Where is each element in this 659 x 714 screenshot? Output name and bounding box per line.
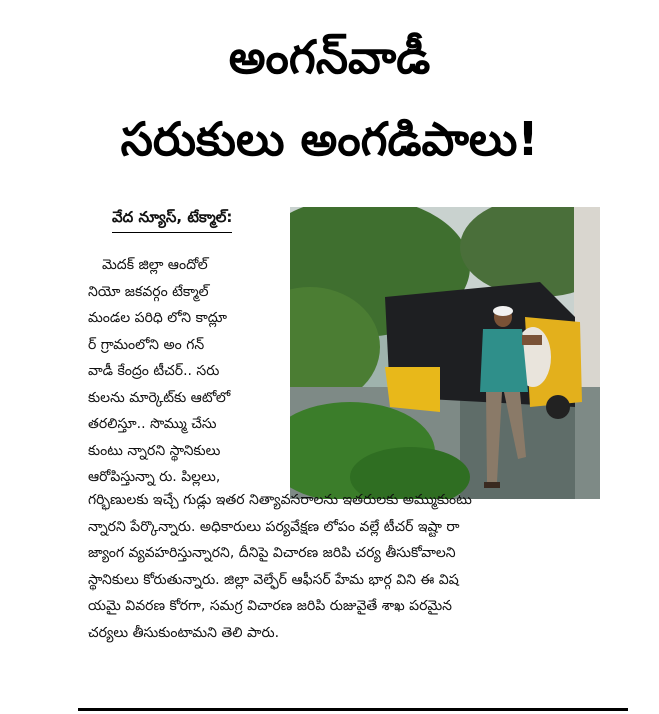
headline-line-2: సరుకులు అంగడిపాలు!: [120, 112, 539, 166]
news-photo: [290, 207, 600, 499]
article-body-wide: [88, 487, 628, 646]
body-line: యమై వివరణ కోరగా, సమగ్ర విచారణ జరిపి రుజువైతే శాఖ పరమైన: [88, 598, 453, 614]
body-line: కులను మార్కెట్‌కు ఆటోలో: [88, 389, 231, 406]
body-line: జ్యాంగ వ్యవహరిస్తున్నారని, దీనిపై విచారణ జరిపి చర్య తీసుకోవాలని: [88, 545, 456, 561]
body-line: గర్భిణులకు ఇచ్చే గుడ్లు ఇతర నిత్యావసరాలను ఇతరులకు అమ్ముకుంటు: [88, 492, 472, 508]
body-line: మెదక్ జిల్లా ఆందోల్: [102, 257, 208, 273]
photo-illustration: [290, 207, 600, 499]
body-line: కుంటు న్నారని స్థానికులు: [88, 442, 221, 459]
body-line: ఆరోపిస్తున్నా రు. పిల్లలు,: [88, 469, 221, 485]
body-line: ర్ గ్రామంలోని అం గన్: [88, 336, 205, 353]
body-line: స్థానికులు కోరుతున్నారు. జిల్లా వెల్ఫేర్ ఆఫీసర్ హేమ భార్గ విని ఈ విష: [88, 571, 459, 588]
article-body-narrow: [88, 252, 280, 491]
body-line: నియో జకవర్గం టేక్మాల్: [88, 283, 209, 300]
body-line: మండల పరిధి లోని కాద్లూ: [88, 310, 227, 326]
body-line: న్నారని పేర్కొన్నారు. అధికారులు పర్యవేక్షణ లోపం వల్లే టీచర్ ఇష్టా రా: [88, 518, 460, 535]
body-line: తరలిస్తూ.. సొమ్ము చేసు: [88, 416, 217, 432]
body-line: వాడీ కేంద్రం టీచర్.. సరు: [88, 363, 220, 379]
dateline: వేద న్యూస్, టేక్మాల్:: [112, 208, 232, 233]
headline-line-1: అంగన్‌వాడీ: [228, 30, 431, 84]
body-line: చర్యలు తీసుకుంటామని తెలి పారు.: [88, 624, 280, 641]
bottom-rule: [78, 708, 628, 711]
